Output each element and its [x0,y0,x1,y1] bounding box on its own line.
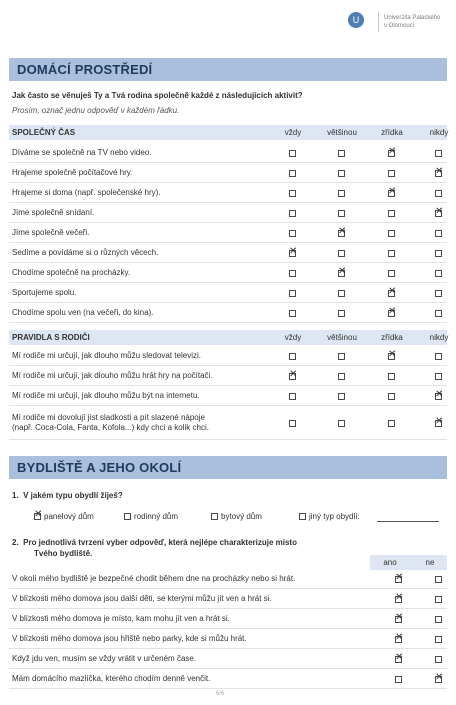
checkbox[interactable] [435,150,442,157]
checkbox-checked[interactable] [388,150,395,157]
section-title-home [9,58,447,81]
university-name-line1: Univerzita Palackého [384,15,441,21]
question-number: 1. [12,491,19,500]
checkbox[interactable] [289,353,296,360]
question-neighbourhood-line2: Tvého bydliště. [34,549,93,558]
row-text-line: V blízkosti mého domova jsou další děti, se kterými můžu jít ven a hrát si. [12,594,272,603]
checkbox-checked[interactable] [395,596,402,603]
university-name-line2: v Olomouci [384,23,415,29]
row-text [12,288,76,298]
column-mostly: většinou [327,128,357,137]
checkbox[interactable] [289,420,296,427]
row-text-line: Sportujeme spolu. [12,288,77,297]
row-text-line: Hrajeme společně počítačové hry. [12,168,133,177]
row-text [12,614,230,624]
table-row [9,406,447,440]
checkbox-checked[interactable] [395,636,402,643]
university-name [384,14,440,30]
row-text [12,168,132,178]
row-text [12,308,153,318]
row-text-line: Sedíme a povídáme si o různých věcech. [12,248,159,257]
row-text [12,594,272,604]
section-title-text: DOMÁCÍ PROSTŘEDÍ [17,62,153,77]
checkbox[interactable] [338,210,345,217]
checkbox[interactable] [338,150,345,157]
column-always: vždy [284,128,302,137]
checkbox[interactable] [289,190,296,197]
checkbox[interactable] [289,170,296,177]
checkbox-checked[interactable] [289,250,296,257]
checkbox[interactable] [338,393,345,400]
table-row [9,303,447,323]
row-text-line: (např. Coca-Cola, Fanta, Kofola...) kdy chci a kolik chci. [12,423,209,432]
row-text-line: Mí rodiče mi určují, jak dlouho můžu hrát hry na počítači. [12,371,213,380]
row-text-line: Chodíme spolu ven (na večeři, do kina). [12,308,154,317]
checkbox[interactable] [435,290,442,297]
column-yes: ano [383,558,397,567]
checkbox-checked[interactable] [338,230,345,237]
checkbox-checked[interactable] [388,190,395,197]
checkbox[interactable] [388,250,395,257]
question-neighbourhood [12,538,297,547]
table-row [9,366,447,386]
checkbox[interactable] [395,676,402,683]
checkbox-checked[interactable] [289,373,296,380]
table-row [9,669,447,689]
row-text [12,188,161,198]
checkbox[interactable] [289,310,296,317]
row-text-line: Jíme společně snídaní. [12,208,95,217]
checkbox-checked[interactable] [435,210,442,217]
checkbox[interactable] [211,513,218,520]
row-text-line: Mí rodiče mi určují, jak dlouho můžu sledovat televizi. [12,351,201,360]
row-divider [9,688,447,689]
row-text-line: Chodíme společně na procházky. [12,268,131,277]
checkbox-checked[interactable] [395,576,402,583]
column-no: ne [425,558,435,567]
checkbox-checked[interactable] [388,353,395,360]
option-other-dwelling[interactable] [299,512,360,521]
checkbox[interactable] [435,596,442,603]
table-row [9,589,447,609]
row-divider [9,439,447,440]
row-text [12,391,200,401]
checkbox[interactable] [338,190,345,197]
checkbox-checked[interactable] [338,270,345,277]
table-row [9,629,447,649]
checkbox[interactable] [435,250,442,257]
checkbox[interactable] [435,310,442,317]
table-row [9,143,447,163]
checkbox[interactable] [435,270,442,277]
option-label: rodinný dům [134,512,179,521]
logo-mark: U [348,12,364,28]
checkbox[interactable] [338,170,345,177]
group-label-parent-rules: PRAVIDLA S RODIČI [12,333,90,342]
checkbox[interactable] [435,656,442,663]
table-row [9,569,447,589]
column-never: nikdy [429,333,449,342]
checkbox-checked[interactable] [388,310,395,317]
checkbox[interactable] [388,230,395,237]
checkbox[interactable] [289,210,296,217]
row-text [12,654,196,664]
checkbox[interactable] [289,270,296,277]
row-text-line: Když jdu ven, musím se vždy vrátit v určeném čase. [12,654,197,663]
checkbox-checked[interactable] [435,170,442,177]
checkbox[interactable] [289,230,296,237]
checkbox[interactable] [388,270,395,277]
table-row [9,649,447,669]
question-text-line1: Pro jednotlivá tvrzení vyber odpověď, která nejlépe charakterizuje místo [23,538,297,547]
checkbox[interactable] [435,616,442,623]
option-family-house[interactable] [124,512,178,521]
question-number: 2. [12,538,19,547]
table-row [9,163,447,183]
table-row [9,243,447,263]
table-row [9,203,447,223]
checkbox[interactable] [435,190,442,197]
column-mostly: většinou [327,333,357,342]
column-never: nikdy [429,128,449,137]
option-label: jiný typ obydlí: [309,512,360,521]
row-text [12,574,295,584]
logo-divider [378,12,379,32]
checkbox-checked[interactable] [435,676,442,683]
checkbox[interactable] [388,420,395,427]
checkbox[interactable] [435,230,442,237]
question-text: V jakém typu obydlí žiješ? [23,491,123,500]
checkbox[interactable] [338,310,345,317]
option-panel-house[interactable] [34,512,94,521]
checkbox-checked[interactable] [395,616,402,623]
checkbox[interactable] [388,393,395,400]
checkbox[interactable] [435,353,442,360]
checkbox[interactable] [388,170,395,177]
table-row [9,609,447,629]
table-row [9,263,447,283]
checkbox-checked[interactable] [388,290,395,297]
row-text [12,413,209,433]
checkbox[interactable] [338,420,345,427]
checkbox[interactable] [124,513,131,520]
row-text-line: Mí rodiče mi dovolují jíst sladkosti a pít slazené nápoje [12,413,205,422]
checkbox[interactable] [388,210,395,217]
row-text-line: Jíme společně večeři. [12,228,90,237]
section-title-text: BYDLIŠTĚ A JEHO OKOLÍ [17,460,182,475]
checkbox[interactable] [338,353,345,360]
checkbox[interactable] [289,150,296,157]
row-text-line: Mí rodiče mi určují, jak dlouho můžu být na internetu. [12,391,200,400]
row-text [12,228,89,238]
table-row [9,283,447,303]
checkbox-checked[interactable] [395,656,402,663]
checkbox[interactable] [289,290,296,297]
section-title-residence [9,456,447,479]
checkbox-checked[interactable] [435,420,442,427]
row-text-line: V blízkosti mého domova je místo, kam mohu jít ven a hrát si. [12,614,230,623]
table-header-yes-no [370,555,447,570]
option-label: panelový dům [44,512,94,521]
checkbox[interactable] [34,513,41,520]
table-header-parent-rules [9,330,447,345]
checkbox[interactable] [435,373,442,380]
row-text [12,634,247,644]
row-text-line: Mám domácího mazlíčka, kterého chodím denně venčit. [12,674,211,683]
table-row [9,223,447,243]
row-text [12,208,94,218]
question-home-activities: Jak často se věnuješ Ty a Tvá rodina společně každé z následujících aktivit? [12,91,303,100]
other-dwelling-input-line[interactable] [377,521,439,522]
table-row [9,346,447,366]
checkbox[interactable] [435,636,442,643]
table-row [9,183,447,203]
table-row [9,386,447,406]
row-text [12,674,210,684]
instruction-note: Prosím, označ jednu odpověď v každém řádku. [12,106,180,115]
row-divider [9,322,447,323]
row-text-line: Díváme se společně na TV nebo video. [12,148,152,157]
checkbox[interactable] [289,393,296,400]
row-text [12,371,213,381]
row-text [12,351,201,361]
column-always: vždy [284,333,302,342]
checkbox-checked[interactable] [435,393,442,400]
checkbox[interactable] [338,373,345,380]
checkbox[interactable] [338,290,345,297]
row-text [12,268,130,278]
option-label: bytový dům [221,512,262,521]
row-text [12,148,152,158]
checkbox[interactable] [435,576,442,583]
checkbox[interactable] [299,513,306,520]
column-rarely: zřídka [381,333,403,342]
table-header-shared-time [9,125,447,140]
row-text [12,248,158,258]
row-text-line: V okolí mého bydliště je bezpečné chodit během dne na procházky nebo si hrát. [12,574,296,583]
question-dwelling-type [12,491,123,500]
column-rarely: zřídka [381,128,403,137]
group-label-shared-time: SPOLEČNÝ ČAS [12,128,76,137]
option-apartment-house[interactable] [211,512,262,521]
page-number: 6/6 [216,691,225,697]
row-text-line: Hrajeme si doma (např. společenské hry). [12,188,161,197]
checkbox[interactable] [338,250,345,257]
checkbox[interactable] [388,373,395,380]
row-text-line: V blízkosti mého domova jsou hřiště nebo parky, kde si můžu hrát. [12,634,247,643]
